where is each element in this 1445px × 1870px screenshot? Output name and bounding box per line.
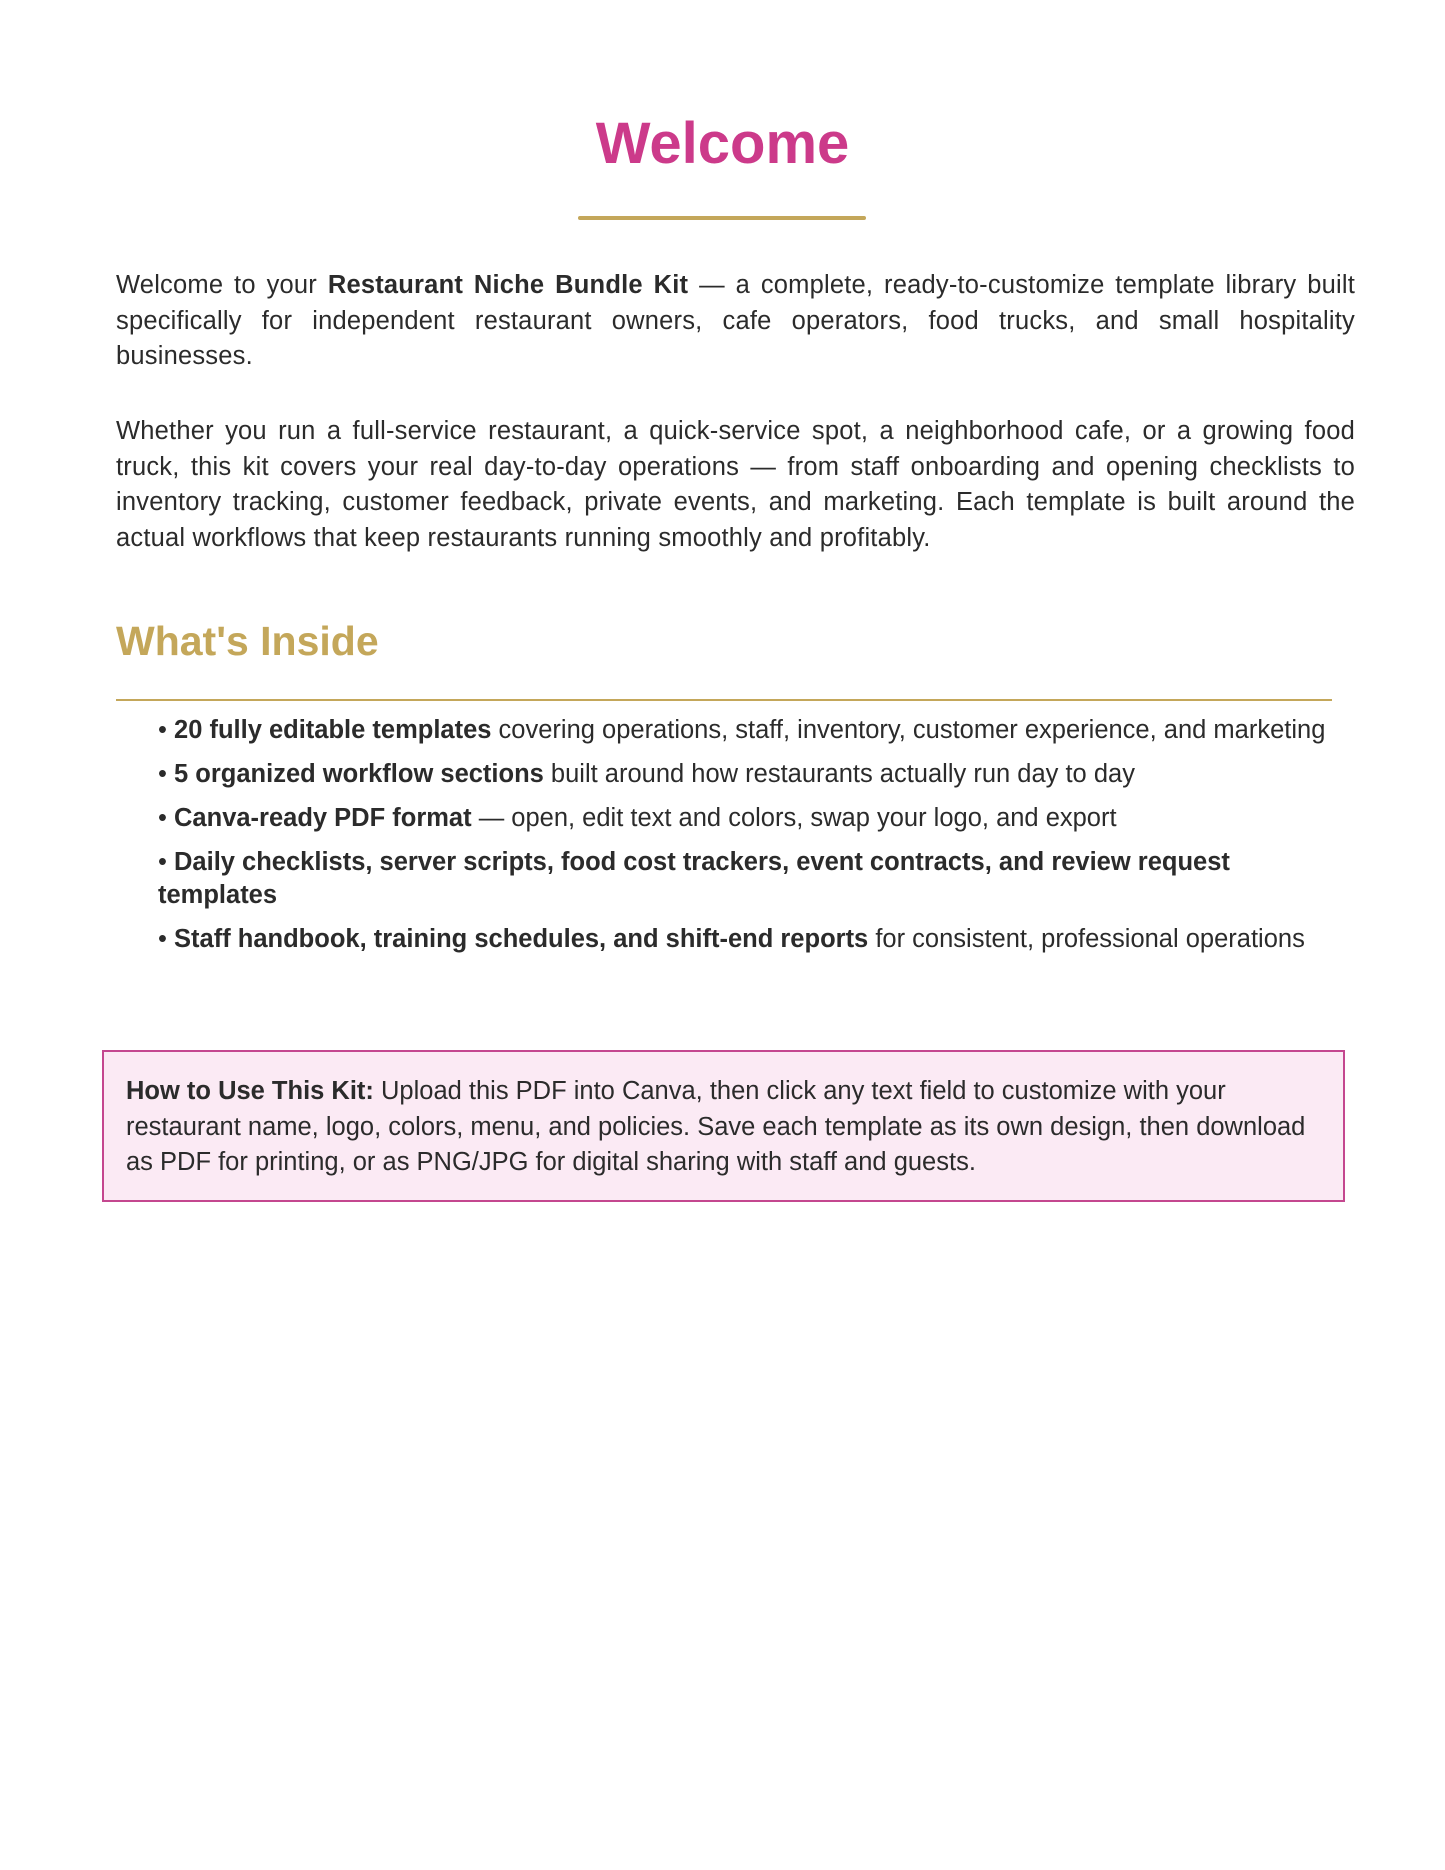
section-heading-whats-inside: What's Inside xyxy=(116,618,379,664)
list-item-text: built around how restaurants actually run day to day xyxy=(543,760,1135,788)
how-to-use-body: Upload this PDF into Canva, then click any text field to customize with your restaurant name, logo, colors, menu, and policies. Save each template as its own design, then download as PDF for printing, or as PNG/JPG for digital sharing with staff and guests. xyxy=(126,1077,1306,1176)
list-item: • Daily checklists, server scripts, food cost trackers, event contracts, and review request templates xyxy=(158,848,1230,909)
operations-paragraph: Whether you run a full-service restaurant, a quick-service spot, a neighborhood cafe, or a growing food truck, this kit covers your real day-to-day operations — from staff onboarding and opening checklists to inventory tracking, customer feedback, private events, and marketing. Each template is built around the actual workflows that keep restaurants running smoothly and profitably. xyxy=(116,417,1355,552)
intro-suffix: — a complete, ready-to-customize template library built specifically for independent restaurant owners, cafe operators, food trucks, and small hospitality businesses. xyxy=(116,271,1356,370)
list-item-text: covering operations, staff, inventory, customer experience, and marketing xyxy=(491,716,1326,744)
intro-prefix: Welcome to your xyxy=(116,271,328,299)
list-item-text: — open, edit text and colors, swap your logo, and export xyxy=(471,804,1117,832)
whats-inside-list xyxy=(158,714,1348,967)
list-item: • 20 fully editable templates covering operations, staff, inventory, customer experience, and marketing xyxy=(158,716,1326,744)
how-to-use-callout xyxy=(102,1050,1345,1202)
how-to-use-text xyxy=(126,1074,1321,1181)
list-item: • 5 organized workflow sections built around how restaurants actually run day to day xyxy=(158,760,1135,788)
list-item: • Canva-ready PDF format — open, edit text and colors, swap your logo, and export xyxy=(158,804,1117,832)
list-item-bold: Daily checklists, server scripts, food cost trackers, event contracts, and review request templates xyxy=(158,848,1230,909)
list-item-bold: Canva-ready PDF format xyxy=(174,804,472,832)
list-item-text: for consistent, professional operations xyxy=(868,925,1305,953)
kit-name: Restaurant Niche Bundle Kit xyxy=(327,271,689,299)
intro-paragraph xyxy=(116,268,1355,375)
list-item-bold: Staff handbook, training schedules, and shift-end reports xyxy=(174,925,869,953)
list-item-bold: 20 fully editable templates xyxy=(174,716,492,744)
title-underline xyxy=(578,216,866,220)
section-divider xyxy=(116,699,1332,701)
how-to-use-label: How to Use This Kit: xyxy=(126,1077,374,1105)
page-title: Welcome xyxy=(595,111,850,176)
list-item: • Staff handbook, training schedules, and shift-end reports for consistent, professional operations xyxy=(158,925,1305,953)
list-item-bold: 5 organized workflow sections xyxy=(174,760,544,788)
